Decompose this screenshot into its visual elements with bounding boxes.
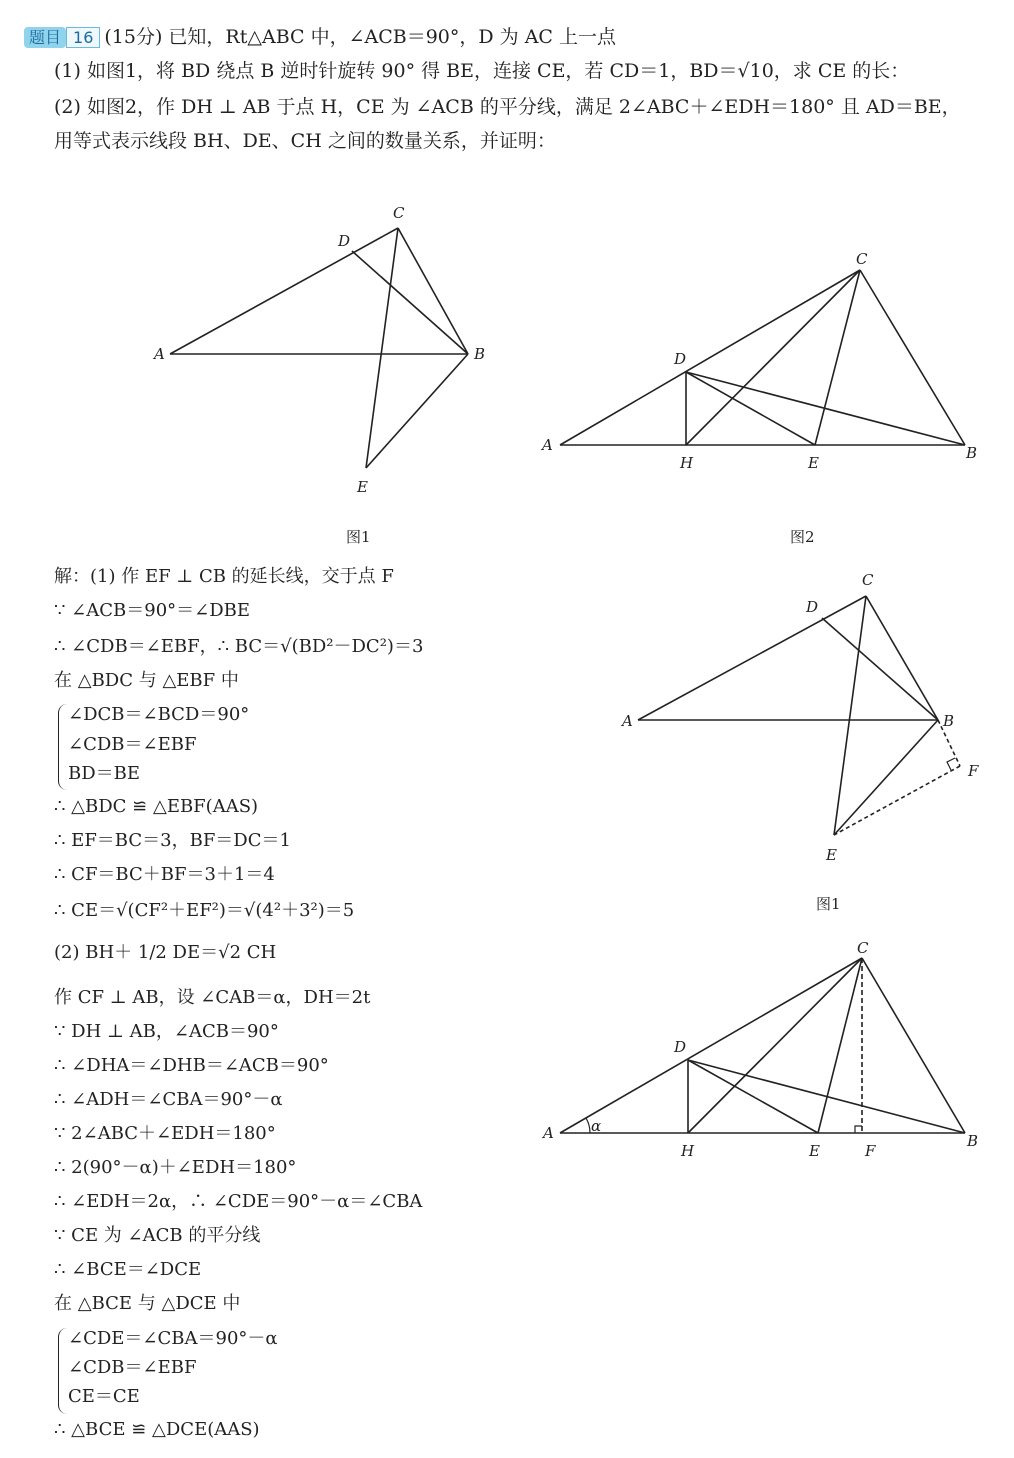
solution-line: (2) BH＋ 1/2 DE＝√2 CH — [54, 942, 277, 963]
fig1b-label-E: E — [826, 846, 837, 864]
solution-line: 解：(1) 作 EF ⊥ CB 的延长线，交于点 F — [54, 566, 394, 587]
fig1b-caption: 图1 — [816, 895, 841, 913]
solution-line: 作 CF ⊥ AB，设 ∠CAB＝α，DH＝2t — [54, 987, 371, 1008]
problem-badge: 题目 — [24, 27, 66, 48]
problem-part-2-cont: 用等式表示线段 BH、DE、CH 之间的数量关系，并证明： — [54, 130, 556, 152]
solution-line: ∴ CE＝√(CF²＋EF²)＝√(4²＋3²)＝5 — [54, 900, 355, 921]
fig2b-label-E: E — [809, 1142, 820, 1160]
fig2-caption: 图2 — [790, 528, 815, 546]
fig2b-label-B: B — [967, 1132, 979, 1150]
solution-line: ∴ 2(90°－α)＋∠EDH＝180° — [54, 1157, 297, 1178]
fig1b-label-D: D — [806, 598, 819, 616]
fig1b-label-F: F — [968, 762, 979, 780]
fig1-label-C: C — [393, 204, 405, 222]
fig1-caption: 图1 — [346, 528, 371, 546]
solution-line: ∴ ∠DHA＝∠DHB＝∠ACB＝90° — [54, 1055, 329, 1076]
solution-line: ∴ ∠CDB＝∠EBF，∴ BC＝√(BD²－DC²)＝3 — [54, 636, 424, 657]
problem-number: 16 — [66, 27, 100, 48]
solution-line: ∵ CE 为 ∠ACB 的平分线 — [54, 1225, 261, 1246]
solution-line: ∴ △BDC ≌ △EBF(AAS) — [54, 796, 259, 817]
fig2b-label-F: F — [865, 1142, 876, 1160]
fig2b-label-alpha: α — [591, 1117, 602, 1135]
fig2-label-C: C — [856, 250, 868, 268]
fig1-label-D: D — [338, 232, 351, 250]
solution-line: 在 △BDC 与 △EBF 中 — [54, 670, 239, 691]
fig2-label-D: D — [674, 350, 687, 368]
fig1-label-A: A — [154, 345, 165, 363]
solution-line: ∠DCB＝∠BCD＝90° — [68, 704, 250, 725]
fig1b-label-A: A — [622, 712, 633, 730]
fig2b-label-H: H — [681, 1142, 695, 1160]
figure-2b-lines — [560, 958, 965, 1133]
solution-line: 在 △BCE 与 △DCE 中 — [54, 1293, 241, 1314]
fig2b-label-A: A — [543, 1124, 554, 1142]
solution-line: ∠CDE＝∠CBA＝90°－α — [68, 1328, 278, 1349]
problem-part-2: (2) 如图2，作 DH ⊥ AB 于点 H，CE 为 ∠ACB 的平分线，满足 2∠ABC＋∠EDH＝180° 且 AD＝BE， — [54, 96, 961, 118]
figure-1-lines — [170, 228, 468, 468]
solution-line: BD＝BE — [68, 763, 141, 784]
solution-line: ∵ 2∠ABC＋∠EDH＝180° — [54, 1123, 276, 1144]
problem-statement: (15分) 已知，Rt△ABC 中，∠ACB＝90°，D 为 AC 上一点 — [104, 26, 617, 48]
solution-line: CE＝CE — [68, 1386, 140, 1407]
solution-line: ∴ △BCE ≌ △DCE(AAS) — [54, 1419, 260, 1440]
fig1b-label-B: B — [943, 712, 955, 730]
solution-line: ∴ EF＝BC＝3，BF＝DC＝1 — [54, 830, 291, 851]
solution-line: ∴ ∠EDH＝2α，∴ ∠CDE＝90°－α＝∠CBA — [54, 1191, 423, 1212]
solution-line: ∠CDB＝∠EBF — [68, 1357, 197, 1378]
solution-line: ∴ ∠ADH＝∠CBA＝90°－α — [54, 1089, 283, 1110]
fig1b-label-C: C — [862, 571, 874, 589]
solution-line: ∠CDB＝∠EBF — [68, 734, 197, 755]
system-brace-1 — [58, 704, 67, 790]
solution-line: ∴ ∠BCE＝∠DCE — [54, 1259, 202, 1280]
fig2b-label-D: D — [674, 1038, 687, 1056]
fig2-label-B: B — [966, 444, 978, 462]
figure-1b-lines — [638, 596, 960, 835]
solution-line: ∵ ∠ACB＝90°＝∠DBE — [54, 600, 251, 621]
fig2-label-H: H — [680, 454, 694, 472]
problem-part-1: (1) 如图1，将 BD 绕点 B 逆时针旋转 90° 得 BE，连接 CE，若 CD＝1，BD＝√10，求 CE 的长： — [54, 60, 910, 82]
solution-line: ∴ CF＝BC＋BF＝3＋1＝4 — [54, 864, 275, 885]
system-brace-2 — [58, 1328, 67, 1414]
fig1-label-E: E — [357, 478, 368, 496]
fig2-label-E: E — [808, 454, 819, 472]
fig2-label-A: A — [542, 436, 553, 454]
solution-line: ∵ DH ⊥ AB，∠ACB＝90° — [54, 1021, 279, 1042]
fig2b-label-C: C — [857, 939, 869, 957]
figure-2-lines — [560, 270, 965, 445]
fig1-label-B: B — [474, 345, 486, 363]
